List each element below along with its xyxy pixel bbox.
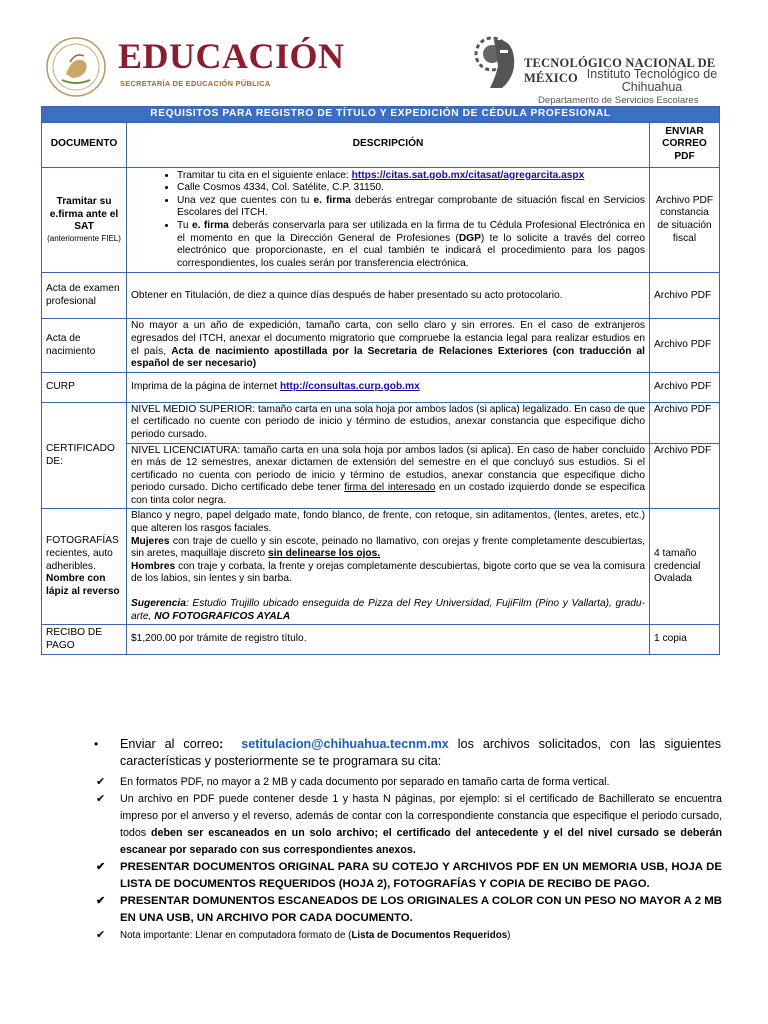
send-curp: Archivo PDF xyxy=(650,372,720,402)
list-item xyxy=(177,170,645,183)
check-2-bold: deben ser escaneados en un solo archivo; el certificado del antecedente y el del nivel cursado se deberán escanear por separado con sus correspondientes anexos. xyxy=(120,827,722,856)
curp-link[interactable]: http://consultas.curp.gob.mx xyxy=(279,380,420,392)
table-row xyxy=(42,625,720,655)
send-cert-lic: Archivo PDF xyxy=(650,443,720,509)
table-row xyxy=(42,273,720,319)
list-item xyxy=(96,927,722,944)
fotos-p4-bi2: NO FOTOGRAFICOS AYALA xyxy=(154,610,291,622)
fotos-p2-u: sin delinearse los ojos. xyxy=(268,548,381,560)
acta-nac-pre: No mayor a un año de expedición, tamaño carta, con sello claro y sin errores. En el caso de extranjeros egresados del ITCH, anexar el documento migratorio que compruebe la estancia legal para realizar estudios en el país, xyxy=(131,320,645,357)
table-row xyxy=(42,319,720,372)
send-recibo: 1 copia xyxy=(650,625,720,655)
check-icon: ✔ xyxy=(96,861,106,873)
sat-bullets xyxy=(131,170,645,271)
header-descripcion: DESCRIPCIÓN xyxy=(127,122,650,167)
send-intro xyxy=(120,736,721,770)
doc-sat xyxy=(42,167,127,273)
cert-lic-pre: NIVEL LICENCIATURA: tamaño carta en una sola hoja por ambos lados (si aplica). En caso de haber concluido en más de 12 semestres, anexar dictamen de extensión del semestre en el que concluyó sus estudios. Si el certificado no cuenta con periodo de inicio y término de estudios, anexar constancia que especifique dicho periodo cursado. Dicho certificado debe tener xyxy=(131,444,645,494)
check-5-post: ) xyxy=(507,930,511,941)
fotos-p4-i: : Estudio Trujillo ubicado enseguida de Pizza del Rey Universidad, FujiFilm (Pino y Vallarta), gradu-arte, xyxy=(131,598,645,622)
list-item xyxy=(96,791,722,859)
send-cert-medio: Archivo PDF xyxy=(650,402,720,443)
desc-acta-examen: Obtener en Titulación, de diez a quince días después de haber presentado su acto protocolario. xyxy=(127,273,650,319)
send-fotos: 4 tamaño credencial Ovalada xyxy=(650,509,720,625)
fotos-p2 xyxy=(131,536,645,561)
check-icon: ✔ xyxy=(96,895,106,907)
doc-curp: CURP xyxy=(42,372,127,402)
doc-fotos-label: FOTOGRAFÍAS recientes, auto adheribles. xyxy=(46,535,119,572)
table-row xyxy=(42,509,720,625)
department-name: Departamento de Servicios Escolares xyxy=(538,95,699,106)
check-icon: ✔ xyxy=(96,776,106,788)
desc-curp xyxy=(127,372,650,402)
header-enviar-3: PDF xyxy=(674,150,695,162)
list-item: • Calle Cosmos 4334, Col. Satélite, C.P. 31150. xyxy=(177,182,645,195)
doc-fotos-bold: Nombre con lápiz al reverso xyxy=(46,573,120,597)
fotos-p3-bold: Hombres xyxy=(131,560,176,572)
list-item xyxy=(177,220,645,270)
fotos-p3-text: con traje y corbata, la frente y orejas completamente descubiertas, bigote corto que se vea la comisura de los labios, sin lentes y sin barba. xyxy=(131,560,645,585)
sat-b4-dgp: DGP xyxy=(458,232,481,244)
check-5-bold: Lista de Documentos Requeridos xyxy=(351,930,508,941)
institute-name xyxy=(572,68,732,94)
desc-recibo: $1,200.00 por trámite de registro título. xyxy=(127,625,650,655)
desc-cert-medio: NIVEL MEDIO SUPERIOR: tamaño carta en una sola hoja por ambos lados (si aplica) legalizado. En caso de que el certificado no cuente con periodo de inicio y término de estudios, anexar constancia que especifique dicho periodo cursado. xyxy=(127,402,650,443)
sat-b1-text: Tramitar tu cita en el siguiente enlace: xyxy=(177,169,352,181)
bullet-icon: • xyxy=(94,737,99,751)
header-documento: DOCUMENTO xyxy=(42,122,127,167)
acta-nac-bold: Acta de nacimiento apostillada por la Secretaria de Relaciones Exteriores (con traducción al español de ser necesario) xyxy=(131,345,645,370)
list-item xyxy=(96,893,722,927)
sat-b3-bold: e. firma xyxy=(313,194,351,206)
sep-subtitle: SECRETARÍA DE EDUCACIÓN PÚBLICA xyxy=(120,79,271,88)
cert-lic-post: en un costado izquierdo donde se especifica con tinta color negra. xyxy=(131,482,645,506)
fotos-p3 xyxy=(131,561,645,586)
table-row xyxy=(42,372,720,402)
send-acta-examen: Archivo PDF xyxy=(650,273,720,319)
curp-pre: Imprima de la página de internet xyxy=(131,380,280,392)
check-4-text: PRESENTAR DOMUNENTOS ESCANEADOS DE LOS ORIGINALES A COLOR CON UN PESO NO MAYOR A 2 MB EN UNA USB, UN ARCHIVO POR CADA DOCUMENTO. xyxy=(120,895,722,924)
fotos-p2-mid: con traje de cuello y sin escote, peinado no llamativo, con orejas y frente completamente descubiertas, sin aretes, maquillaje discreto xyxy=(131,535,645,560)
table-row xyxy=(42,167,720,273)
fotos-p1: Blanco y negro, papel delgado mate, fondo blanco, de frente, con retoque, sin aditamentos, (lentes, aretes, etc.) que alteren los rasgos faciales. xyxy=(131,510,645,535)
header-enviar-2: CORREO xyxy=(662,138,707,150)
sat-appointment-link[interactable]: https://citas.sat.gob.mx/citasat/agregarcita.aspx xyxy=(351,169,585,181)
table-title: REQUISITOS PARA REGISTRO DE TÍTULO Y EXPEDICIÓN DE CÉDULA PROFESIONAL xyxy=(42,107,720,123)
intro-colon: : xyxy=(219,737,224,751)
header-enviar-1: ENVIAR xyxy=(665,125,704,137)
doc-sat-label: Tramitar su e.firma ante el SAT xyxy=(49,196,119,233)
sat-b4-bold: e. firma xyxy=(191,219,229,231)
send-acta-nacimiento: Archivo PDF xyxy=(650,319,720,372)
doc-sat-note: (anteriormente FIEL) xyxy=(47,233,121,243)
desc-acta-nacimiento xyxy=(127,319,650,372)
email-link[interactable]: setitulacion@chihuahua.tecnm.mx xyxy=(241,737,449,751)
institute-line-1: Instituto Tecnológico de xyxy=(586,67,718,81)
cert-lic-underline: firma del interesado xyxy=(344,482,436,494)
sat-b4-pre: Tu xyxy=(177,219,192,231)
list-item xyxy=(177,195,645,220)
education-title: EDUCACIÓN xyxy=(118,36,345,76)
list-item xyxy=(96,774,722,791)
desc-sat xyxy=(127,167,650,273)
check-3-text: PRESENTAR DOCUMENTOS ORIGINAL PARA SU COTEJO Y ARCHIVOS PDF EN UN MEMORIA USB, HOJA DE LISTA DE DOCUMENTOS REQUERIDOS (HOJA 2), FOTOGRAFÍAS Y COPIA DE RECIBO DE PAGO. xyxy=(120,861,722,890)
doc-recibo: RECIBO DE PAGO xyxy=(42,625,127,655)
desc-fotos xyxy=(127,509,650,625)
table-title-row xyxy=(42,107,720,123)
sat-b3-pre: Una vez que cuentes con tu xyxy=(177,194,314,206)
page-header xyxy=(0,0,768,106)
list-item xyxy=(96,859,722,893)
check-2-pre: Un archivo en PDF puede contener desde 1 y hasta N páginas, por ejemplo: si el certificado de Bachillerato se encuentra impreso por el anverso y el reverso, además de contar con la correspondiente constancia que especifique el periodo cursado, todos xyxy=(120,793,722,839)
fotos-p4-bi: Sugerencia xyxy=(131,598,186,610)
requirements-table xyxy=(41,106,720,655)
send-sat: Archivo PDF constancia de situación fiscal xyxy=(650,167,720,273)
intro-pre: Enviar al correo xyxy=(120,737,220,751)
table-header-row xyxy=(42,122,720,167)
spacer xyxy=(131,586,645,598)
fotos-p2-bold: Mujeres xyxy=(131,535,170,547)
send-instructions xyxy=(94,736,721,770)
mexico-coat-of-arms-icon xyxy=(42,36,110,98)
tecnm-title: TECNOLÓGICO NACIONAL DE MÉXICO xyxy=(524,56,716,85)
tecnm-logo-icon xyxy=(472,30,520,94)
check-icon: ✔ xyxy=(96,929,106,941)
desc-cert-lic xyxy=(127,443,650,509)
table-row xyxy=(42,402,720,443)
intro-post: los archivos solicitados, con las siguientes características y posteriormente se te programara su cita: xyxy=(120,737,721,768)
fotos-p4 xyxy=(131,598,645,623)
doc-acta-examen: Acta de examen profesional xyxy=(42,273,127,319)
sat-b4-mid: deberás conservarla para ser utilizada en la firma de tu Cédula Profesional Electrónica en el momento en que la Dirección General de Profesiones ( xyxy=(177,219,645,244)
check-5-pre: Nota importante: Llenar en computadora formato de ( xyxy=(120,930,352,941)
doc-fotos xyxy=(42,509,127,625)
check-1-text: En formatos PDF, no mayor a 2 MB y cada documento por separado en tamaño carta de forma vertical. xyxy=(120,776,610,788)
doc-acta-nacimiento: Acta de nacimiento xyxy=(42,319,127,372)
sat-b4-post: ) te lo solicite a través del correo electrónico que proporcionaste, en el cual también te indicará el procedimiento para los pagos correspondientes, los cuales serán por transferencia electrónica. xyxy=(177,232,645,269)
table-row xyxy=(42,443,720,509)
checklist xyxy=(96,774,722,944)
doc-certificado: CERTIFICADO DE: xyxy=(42,402,127,509)
header-enviar xyxy=(650,122,720,167)
check-icon: ✔ xyxy=(96,793,106,805)
institute-line-2: Chihuahua xyxy=(621,80,683,94)
sat-b3-post: deberás entregar comprobante de situación fiscal en Servicios Escolares del ITCH. xyxy=(177,194,645,219)
